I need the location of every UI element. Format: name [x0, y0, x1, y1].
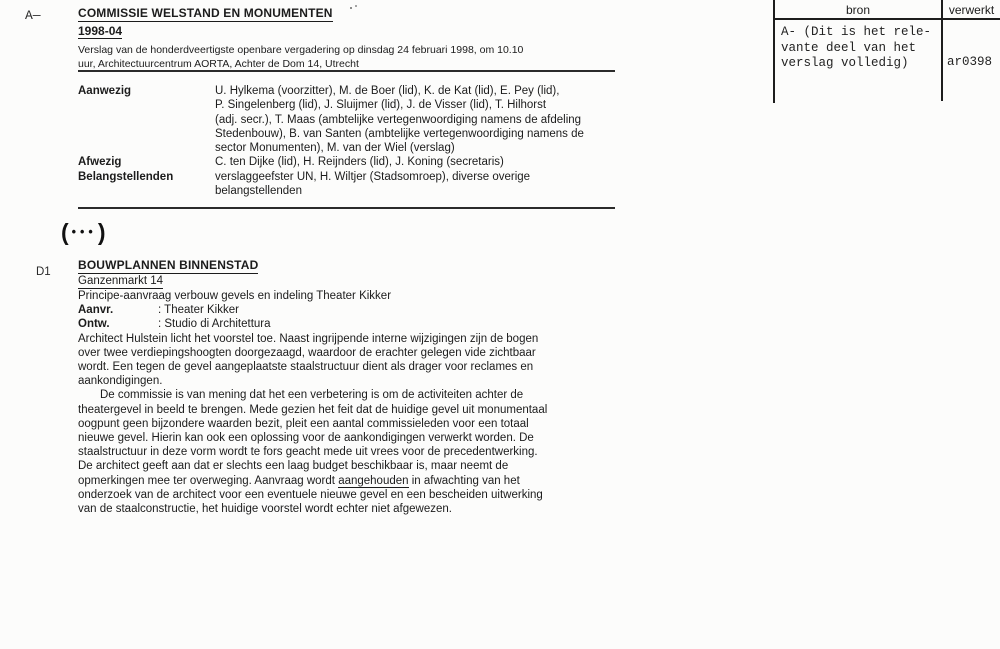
designer-value: : Studio di Architettura — [158, 318, 271, 331]
margin-marker-d1: D1 — [36, 266, 51, 278]
paragraph-line: aankondigingen. — [78, 375, 163, 388]
divider-rule-bottom — [78, 207, 615, 209]
archival-note-line: A- (Dit is het rele- — [781, 25, 932, 39]
attendance-value: P. Singelenberg (lid), J. Sluijmer (lid), J. de Visser (lid), T. Hilhorst — [215, 99, 547, 112]
subtitle-line: Verslag van de honderdveertigste openbare vergadering op dinsdag 24 februari 1998, om 10.10 — [78, 44, 524, 56]
attendance-label — [78, 141, 215, 155]
request-line: Principe-aanvraag verbouw gevels en indeling Theater Kikker — [78, 289, 392, 302]
paragraph-text: opmerkingen mee ter overweging. Aanvraag wordt — [78, 474, 335, 487]
margin-marker-a: A— — [25, 8, 41, 23]
applicant-label: Aanvr. — [78, 304, 114, 317]
attendance-row — [78, 113, 584, 127]
verwerkt-value: ar0398 — [947, 55, 993, 69]
applicant-row — [78, 303, 547, 317]
archival-note-line: vante deel van het — [781, 40, 917, 55]
paragraph-line: onderzoek van de architect voor een eventuele nieuwe gevel en een bescheiden uitwerking — [78, 488, 543, 501]
paragraph-line: over twee verdiepingshoogten doorgezaagd, waardoor de erachter gelegen vide zichtbaar — [78, 346, 536, 359]
paragraph-line: oogpunt geen bijzondere waarden bezit, pleit een aantal commissieleden voor een totaal — [78, 417, 529, 430]
document-header — [78, 4, 523, 71]
archival-note-line: verslag volledig) — [781, 56, 909, 70]
attendance-value: sector Monumenten), M. van der Wiel (verslag) — [215, 142, 455, 154]
omission-ellipsis-mark — [61, 219, 105, 246]
attendance-block — [78, 84, 584, 198]
paragraph-line: De architect geeft aan dat er slechts een laag budget beschikbaar is, maar neemt de — [78, 460, 509, 473]
attendance-value: U. Hylkema (voorzitter), M. de Boer (lid), K. de Kat (lid), E. Pey (lid), — [215, 85, 560, 97]
address-line: Ganzenmarkt 14 — [78, 274, 163, 289]
attendance-label: Aanwezig — [78, 85, 132, 97]
attendance-label — [78, 127, 215, 141]
scan-speck — [350, 7, 352, 9]
attendance-label: Afwezig — [78, 156, 122, 169]
attendance-label: Belangstellenden — [78, 170, 174, 183]
attendance-row — [78, 170, 584, 184]
attendance-row — [78, 98, 584, 112]
applicant-value: : Theater Kikker — [158, 304, 239, 317]
attendance-value: C. ten Dijke (lid), H. Reijnders (lid), J. Koning (secretaris) — [215, 156, 504, 169]
attendance-label — [78, 113, 215, 127]
subtitle-line: uur, Architectuurcentrum AORTA, Achter de Dom 14, Utrecht — [78, 58, 359, 70]
attendance-row — [78, 184, 584, 198]
attendance-row — [78, 155, 584, 169]
paragraph-line: theatergevel in beeld te brengen. Mede gezien het feit dat de huidige gevel uit monumentaal — [78, 403, 548, 416]
paragraph-line: nieuwe gevel. Hierin kan ook een oplossing voor de aankondigingen verwerkt worden. De — [78, 431, 534, 444]
document-title: COMMISSIE WELSTAND EN MONUMENTEN — [78, 6, 333, 20]
attendance-value: verslaggeefster UN, H. Wiltjer (Stadsomroep), diverse overige — [215, 170, 531, 183]
underlined-word: aangehouden — [338, 474, 409, 487]
attendance-row — [78, 127, 584, 141]
paragraph-line: Architect Hulstein licht het voorstel toe. Naast ingrijpende interne wijzigingen zijn de bogen — [78, 332, 539, 345]
paragraph-text: in afwachting van het — [411, 474, 520, 487]
agenda-item-block — [78, 258, 547, 516]
designer-label: Ontw. — [78, 318, 110, 331]
paragraph-line: wordt. Een tegen de gevel aangeplaatste staalstructuur dient als drager voor reclames en — [78, 360, 534, 373]
verwerkt-column-header: verwerkt — [948, 3, 995, 17]
divider-rule-top — [78, 70, 615, 72]
paragraph-line: De commissie is van mening dat het een verbetering is om de activiteiten achter de — [100, 389, 524, 402]
paragraph-line: van de staalconstructie, het huidige voorstel wordt echter niet afgewezen. — [78, 502, 452, 515]
paragraph-line: staalstructuur in deze vorm wordt te fors geacht mede uit vrees voor de precedentwerking. — [78, 446, 538, 459]
attendance-row — [78, 141, 584, 155]
paragraph-line — [78, 474, 547, 488]
attendance-row — [78, 84, 584, 98]
attendance-value: (adj. secr.), T. Maas (ambtelijke vertegenwoordiging namens de afdeling — [215, 113, 582, 126]
designer-row — [78, 317, 547, 331]
archival-note — [781, 25, 931, 72]
bron-column-header: bron — [845, 3, 871, 17]
attendance-value: belangstellenden — [215, 184, 302, 197]
ellipsis-dots: ••• — [71, 224, 97, 239]
document-number: 1998-04 — [78, 24, 123, 38]
section-title: BOUWPLANNEN BINNENSTAD — [78, 258, 259, 272]
attendance-value: Stedenbouw), B. van Santen (ambtelijke vertegenwoordiging namens de — [215, 127, 584, 140]
ellipsis-close-paren: ) — [97, 219, 106, 245]
attendance-label — [78, 98, 215, 112]
attendance-label — [78, 184, 215, 198]
ellipsis-open-paren: ( — [61, 219, 69, 245]
sidebar-table-header-divider — [773, 18, 1000, 20]
